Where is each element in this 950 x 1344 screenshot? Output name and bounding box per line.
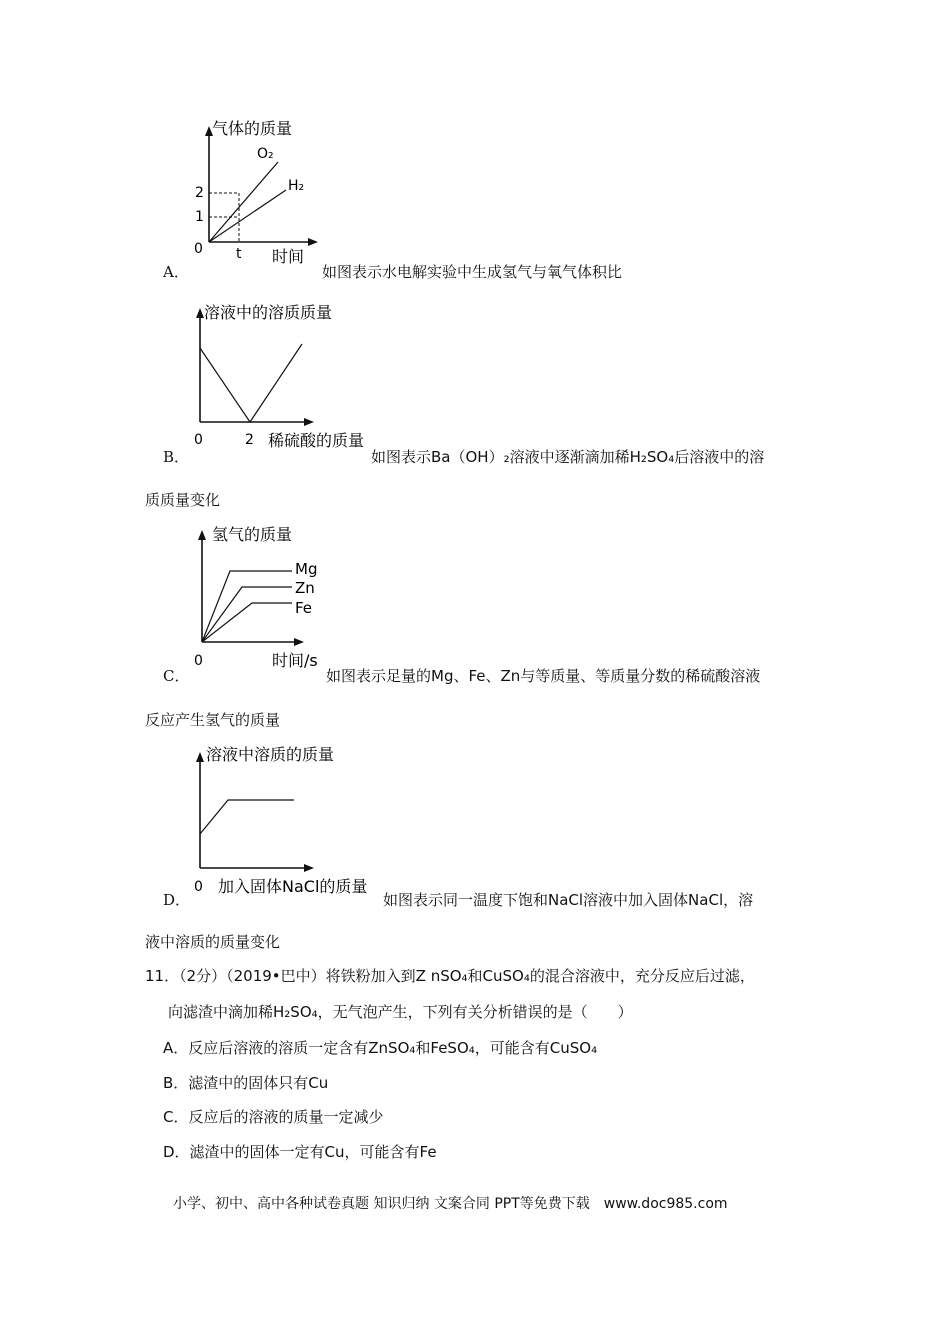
q11-option-d: D．滤渣中的固体一定有Cu，可能含有Fe — [163, 1143, 437, 1161]
graph-c-xlabel: 时间/s — [272, 651, 318, 670]
graph-b-ylabel: 溶液中的溶质质量 — [204, 303, 333, 322]
option-b-text-line2: 质质量变化 — [145, 491, 221, 509]
graph-c-ylabel: 氢气的质量 — [212, 525, 293, 544]
graph-b-origin: 0 — [194, 432, 203, 448]
graph-d — [190, 738, 385, 900]
q11-option-a: A．反应后溶液的溶质一定含有ZnSO₄和FeSO₄，可能含有CuSO₄ — [163, 1039, 598, 1057]
graph-a-tick-x: t — [236, 246, 242, 262]
graph-c — [190, 518, 335, 676]
option-b-letter: B． — [163, 448, 190, 466]
option-a-text: 如图表示水电解实验中生成氢气与氧气体积比 — [322, 263, 623, 281]
graph-b — [190, 296, 375, 456]
option-c-letter: C． — [163, 667, 190, 685]
graph-a-ylabel: 气体的质量 — [212, 119, 293, 138]
graph-b-tick-x: 2 — [245, 432, 254, 448]
graph-c-origin: 0 — [194, 653, 203, 669]
option-b-text-line1: 如图表示Ba（OH）₂溶液中逐渐滴加稀H₂SO₄后溶液中的溶 — [371, 448, 765, 466]
graph-a — [190, 112, 330, 270]
graph-a-series-h2: H₂ — [288, 178, 305, 194]
option-d-text-line2: 液中溶质的质量变化 — [145, 933, 281, 951]
graph-d-xlabel: 加入固体NaCl的质量 — [218, 877, 368, 896]
q11-stem-line1: 11．（2分）（2019•巴中）将铁粉加入到Z nSO₄和CuSO₄的混合溶液中，充分反应后过滤， — [145, 967, 755, 985]
option-d-text-line1: 如图表示同一温度下饱和NaCl溶液中加入固体NaCl，溶 — [383, 891, 754, 909]
option-a-letter: A． — [163, 263, 189, 281]
q11-option-b: B．滤渣中的固体只有Cu — [163, 1074, 329, 1092]
q11-option-c: C．反应后的溶液的质量一定减少 — [163, 1108, 384, 1126]
option-c-text-line2: 反应产生氢气的质量 — [145, 711, 281, 729]
graph-c-series-mg: Mg — [295, 560, 318, 578]
graph-d-origin: 0 — [194, 879, 203, 895]
option-c-text-line1: 如图表示足量的Mg、Fe、Zn与等质量、等质量分数的稀硫酸溶液 — [326, 667, 761, 685]
page-footer: 小学、初中、高中各种试卷真题 知识归纳 文案合同 PPT等免费下载 www.doc985.com — [173, 1196, 728, 1212]
graph-c-series-fe: Fe — [295, 599, 313, 617]
graph-a-tick-y1: 1 — [195, 209, 204, 225]
graph-a-tick-y2: 2 — [195, 185, 204, 201]
graph-d-ylabel: 溶液中溶质的质量 — [206, 745, 335, 764]
option-d-letter: D． — [163, 891, 191, 909]
graph-c-series-zn: Zn — [295, 579, 315, 597]
graph-b-xlabel: 稀硫酸的质量 — [268, 431, 365, 450]
q11-stem-line2: 向滤渣中滴加稀H₂SO₄，无气泡产生，下列有关分析错误的是（ ） — [168, 1003, 633, 1021]
graph-a-origin: 0 — [194, 241, 203, 257]
graph-a-series-o2: O₂ — [257, 146, 274, 162]
graph-a-xlabel: 时间 — [272, 247, 305, 266]
